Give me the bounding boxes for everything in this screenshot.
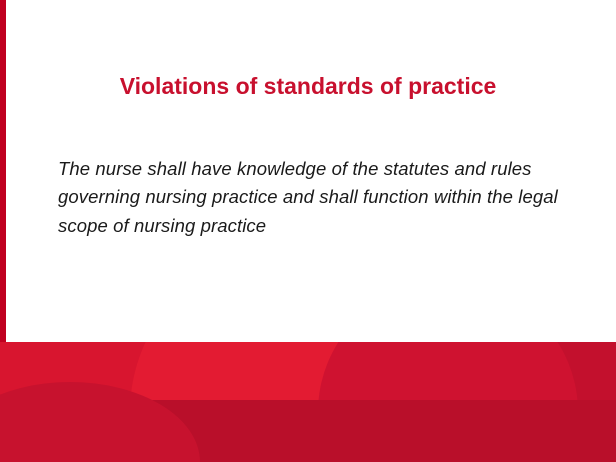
page-title: Violations of standards of practice [119,73,497,100]
slide-body-text: The nurse shall have knowledge of the statutes and rules governing nursing practice and shall function within the legal scope of nursing practice [58,157,558,236]
footer-decoration-band [0,342,616,462]
